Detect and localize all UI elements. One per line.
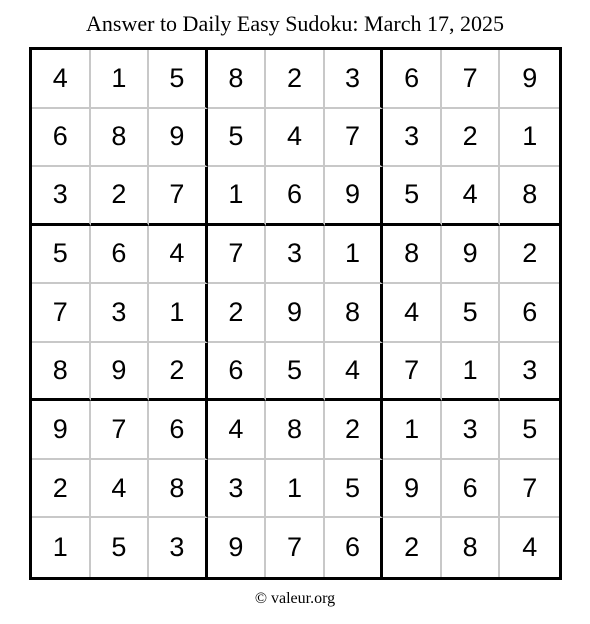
sudoku-cell-r1c7: 6 — [383, 50, 442, 109]
sudoku-cell-r6c4: 6 — [208, 343, 267, 402]
sudoku-cell-r9c4: 9 — [208, 518, 267, 577]
sudoku-cell-r2c6: 7 — [325, 109, 384, 168]
sudoku-cell-r7c6: 2 — [325, 401, 384, 460]
sudoku-cell-r5c7: 4 — [383, 284, 442, 343]
sudoku-cell-r6c9: 3 — [500, 343, 559, 402]
sudoku-cell-r9c1: 1 — [32, 518, 91, 577]
sudoku-cell-r7c2: 7 — [91, 401, 150, 460]
sudoku-cell-r2c1: 6 — [32, 109, 91, 168]
sudoku-cell-r1c4: 8 — [208, 50, 267, 109]
sudoku-cell-r9c3: 3 — [149, 518, 208, 577]
sudoku-cell-r7c9: 5 — [500, 401, 559, 460]
sudoku-cell-r4c2: 6 — [91, 226, 150, 285]
sudoku-cell-r2c4: 5 — [208, 109, 267, 168]
sudoku-cell-r4c7: 8 — [383, 226, 442, 285]
sudoku-cell-r9c6: 6 — [325, 518, 384, 577]
sudoku-cell-r5c4: 2 — [208, 284, 267, 343]
sudoku-cell-r3c3: 7 — [149, 167, 208, 226]
sudoku-cell-r1c1: 4 — [32, 50, 91, 109]
sudoku-cell-r7c8: 3 — [442, 401, 501, 460]
sudoku-cell-r3c6: 9 — [325, 167, 384, 226]
sudoku-cell-r6c7: 7 — [383, 343, 442, 402]
sudoku-cell-r4c5: 3 — [266, 226, 325, 285]
sudoku-cell-r4c3: 4 — [149, 226, 208, 285]
sudoku-cell-r3c1: 3 — [32, 167, 91, 226]
sudoku-cell-r8c3: 8 — [149, 460, 208, 519]
sudoku-cell-r9c7: 2 — [383, 518, 442, 577]
sudoku-cell-r6c3: 2 — [149, 343, 208, 402]
sudoku-cell-r5c1: 7 — [32, 284, 91, 343]
sudoku-cell-r9c2: 5 — [91, 518, 150, 577]
sudoku-cell-r3c2: 2 — [91, 167, 150, 226]
sudoku-cell-r5c2: 3 — [91, 284, 150, 343]
sudoku-cell-r5c6: 8 — [325, 284, 384, 343]
sudoku-cell-r8c1: 2 — [32, 460, 91, 519]
sudoku-cell-r4c8: 9 — [442, 226, 501, 285]
sudoku-cell-r1c8: 7 — [442, 50, 501, 109]
sudoku-cell-r9c8: 8 — [442, 518, 501, 577]
sudoku-cell-r3c5: 6 — [266, 167, 325, 226]
sudoku-cell-r2c8: 2 — [442, 109, 501, 168]
sudoku-cell-r6c2: 9 — [91, 343, 150, 402]
sudoku-cell-r9c5: 7 — [266, 518, 325, 577]
sudoku-cell-r8c7: 9 — [383, 460, 442, 519]
sudoku-cell-r4c1: 5 — [32, 226, 91, 285]
sudoku-cell-r5c3: 1 — [149, 284, 208, 343]
sudoku-cell-r1c9: 9 — [500, 50, 559, 109]
sudoku-cell-r8c5: 1 — [266, 460, 325, 519]
sudoku-cell-r6c8: 1 — [442, 343, 501, 402]
sudoku-cell-r8c4: 3 — [208, 460, 267, 519]
sudoku-cell-r4c6: 1 — [325, 226, 384, 285]
sudoku-cell-r8c9: 7 — [500, 460, 559, 519]
sudoku-cell-r6c5: 5 — [266, 343, 325, 402]
sudoku-cell-r5c9: 6 — [500, 284, 559, 343]
sudoku-cell-r9c9: 4 — [522, 532, 538, 563]
sudoku-cell-r5c8: 5 — [442, 284, 501, 343]
sudoku-cell-r8c2: 4 — [91, 460, 150, 519]
sudoku-cell-r1c5: 2 — [266, 50, 325, 109]
copyright-footer: © valeur.org — [254, 590, 336, 607]
sudoku-cell-r7c4: 4 — [208, 401, 267, 460]
sudoku-grid — [29, 47, 562, 580]
sudoku-cell-r7c7: 1 — [383, 401, 442, 460]
sudoku-cell-r4c4: 7 — [208, 226, 267, 285]
sudoku-cell-r1c2: 1 — [91, 50, 150, 109]
sudoku-cell-r7c3: 6 — [149, 401, 208, 460]
sudoku-cell-r1c6: 3 — [325, 50, 384, 109]
sudoku-cell-r5c5: 9 — [266, 284, 325, 343]
sudoku-cell-r7c1: 9 — [32, 401, 91, 460]
sudoku-cell-r2c5: 4 — [266, 109, 325, 168]
sudoku-cell-r2c3: 9 — [149, 109, 208, 168]
sudoku-cell-r3c7: 5 — [383, 167, 442, 226]
sudoku-cell-r4c9: 2 — [500, 226, 559, 285]
sudoku-cell-r6c1: 8 — [32, 343, 91, 402]
sudoku-cell-r3c8: 4 — [442, 167, 501, 226]
sudoku-cell-r3c9: 8 — [500, 167, 559, 226]
sudoku-cell-r2c2: 8 — [91, 109, 150, 168]
sudoku-cell-r6c6: 4 — [325, 343, 384, 402]
sudoku-cell-r7c5: 8 — [266, 401, 325, 460]
sudoku-cell-r8c8: 6 — [442, 460, 501, 519]
sudoku-cell-r8c6: 5 — [325, 460, 384, 519]
puzzle-title: Answer to Daily Easy Sudoku: March 17, 2025 — [86, 11, 504, 36]
sudoku-cell-r2c7: 3 — [383, 109, 442, 168]
sudoku-cell-r3c4: 1 — [208, 167, 267, 226]
sudoku-cell-r1c3: 5 — [149, 50, 208, 109]
sudoku-cell-r2c9: 1 — [500, 109, 559, 168]
